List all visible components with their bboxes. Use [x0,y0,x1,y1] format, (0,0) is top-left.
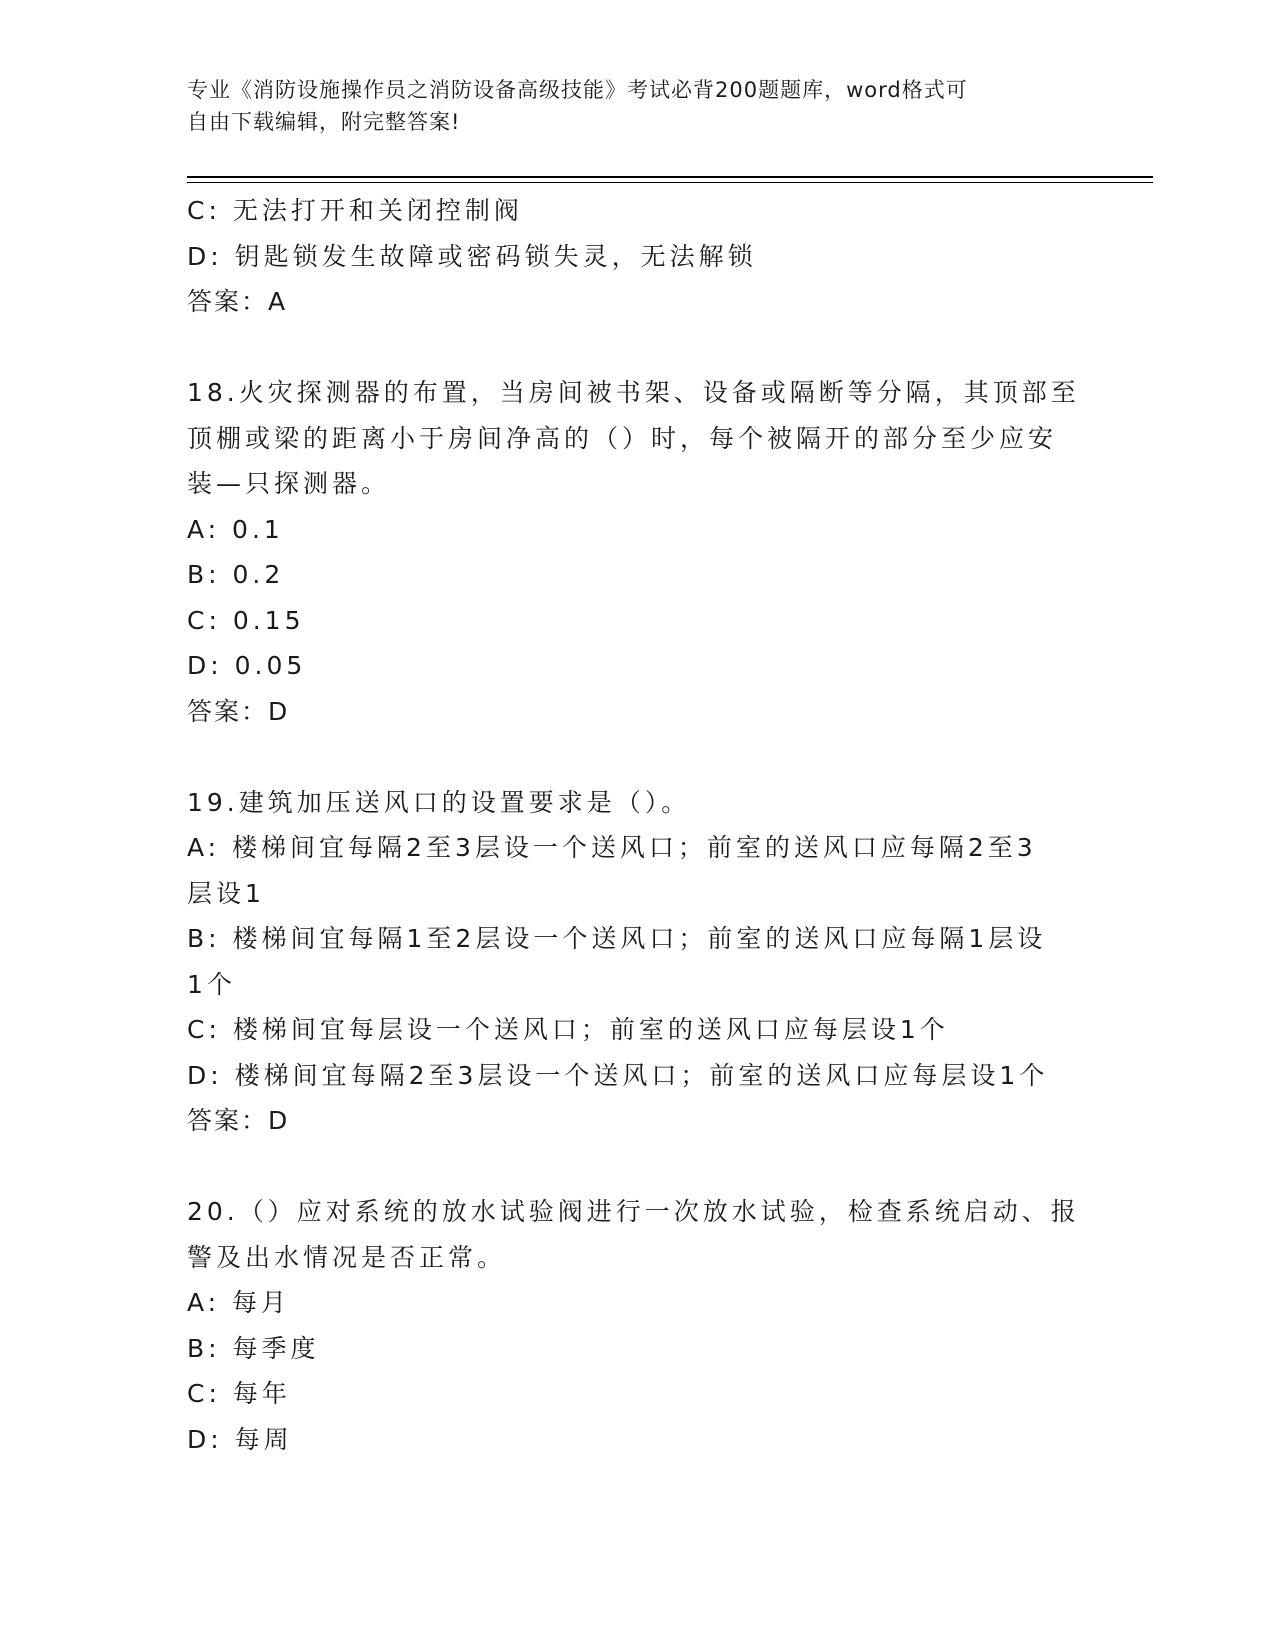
answer: 答案：D [187,696,290,726]
question-18 [187,370,1087,734]
question-title-line: 18.火灾探测器的布置，当房间被书架、设备或隔断等分隔，其顶部至 [187,378,1080,407]
question-title-line: 顶棚或梁的距离小于房间净高的（）时，每个被隔开的部分至少应安 [187,423,1058,453]
option-d: D: 楼梯间宜每隔2至3层设一个送风口；前室的送风口应每层设1个 [187,1060,1049,1090]
question-19 [187,780,1087,1144]
question-title-line: 20.（）应对系统的放水试验阀进行一次放水试验，检查系统启动、报 [187,1197,1080,1226]
option-a-continued: 层设1 [187,878,265,908]
option-b: B: 0.2 [187,560,285,589]
option-c: C: 每年 [187,1379,291,1408]
option-d: D: 钥匙锁发生故障或密码锁失灵，无法解锁 [187,241,757,271]
question-title-line: 装—只探测器。 [187,469,391,498]
question-title-line: 警及出水情况是否正常。 [187,1242,507,1272]
option-b-continued: 1个 [187,969,236,999]
option-a: A: 楼梯间宜每隔2至3层设一个送风口；前室的送风口应每隔2至3 [187,833,1037,862]
option-d: D: 0.05 [187,651,307,680]
option-a: A: 每月 [187,1288,291,1317]
option-c: C: 0.15 [187,605,305,635]
question-list [187,188,1087,1462]
option-c: C: 楼梯间宜每层设一个送风口；前室的送风口应每层设1个 [187,1015,949,1044]
header-divider-thin [187,182,1153,183]
option-b: B: 每季度 [187,1333,320,1363]
document-header [187,74,1067,138]
option-a: A: 0.1 [187,514,284,544]
answer: 答案：A [187,287,288,316]
header-line-2: 自由下载编辑，附完整答案! [187,110,461,134]
header-divider-thick [187,176,1153,178]
header-line-1: 专业《消防设施操作员之消防设备高级技能》考试必背200题题库，word格式可 [187,78,968,102]
question-title-line: 19.建筑加压送风口的设置要求是（）。 [187,787,691,817]
question-17-continued [187,188,1087,325]
question-20 [187,1189,1087,1462]
option-d: D: 每周 [187,1424,293,1454]
option-c: C: 无法打开和关闭控制阀 [187,196,523,225]
answer: 答案：D [187,1106,290,1135]
option-b: B: 楼梯间宜每隔1至2层设一个送风口；前室的送风口应每隔1层设 [187,924,1047,953]
